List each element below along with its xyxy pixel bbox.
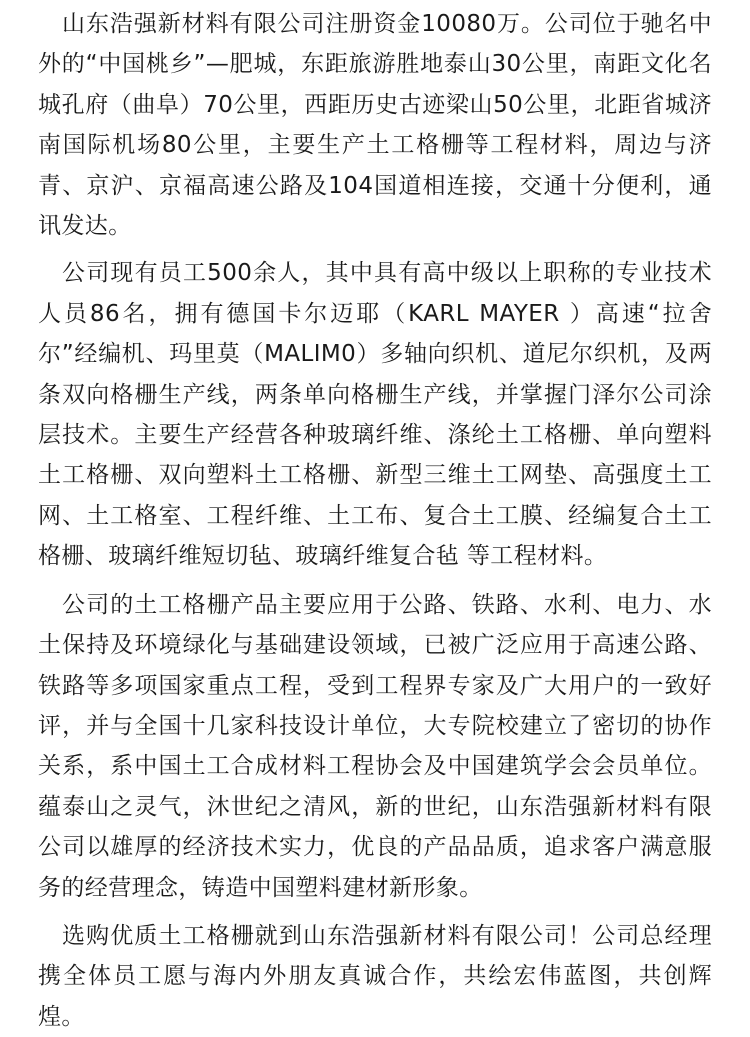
paragraph-staff-equipment: 公司现有员工500余人，其中具有高中级以上职称的专业技术人员86名，拥有德国卡尔迈耶（KARL MAYER ）高速“拉舍尔”经编机、玛里莫（MALIM0）多轴向织机、道尼尔织机，及两条双向格栅生产线，两条单向格栅生产线，并掌握门泽尔公司涂层技术。主要生产经营各种玻璃纤维、涤纶土工格栅、单向塑料土工格栅、双向塑料土工格栅、新型三维土工网垫、高强度土工网、土工格室、工程纤维、土工布、复合土工膜、经编复合土工格栅、玻璃纤维短切毡、玻璃纤维复合毡 等工程材料。 — [38, 260, 712, 570]
paragraph-applications: 公司的土工格栅产品主要应用于公路、铁路、水利、电力、水土保持及环境绿化与基础建设领域，已被广泛应用于高速公路、铁路等多项国家重点工程，受到工程界专家及广大用户的一致好评，并与全国十几家科技设计单位，大专院校建立了密切的协作关系，系中国土工合成材料工程协会及中国建筑学会会员单位。 蕴泰山之灵气，沐世纪之清风，新的世纪，山东浩强新材料有限公司以雄厚的经济技术实力，优良的产品品质，追求客户满意服务的经营理念，铸造中国塑料建材新形象。 — [38, 591, 712, 901]
paragraph-company-location: 山东浩强新材料有限公司注册资金10080万。公司位于驰名中外的“中国桃乡”—肥城，东距旅游胜地泰山30公里，南距文化名城孔府（曲阜）70公里，西距历史古迹梁山50公里，北距省城济南国际机场80公里，主要生产土工格栅等工程材料，周边与济青、京沪、京福高速公路及104国道相连接，交通十分便利，通讯发达。 — [38, 11, 712, 240]
paragraph-closing: 选购优质土工格栅就到山东浩强新材料有限公司！公司总经理携全体员工愿与海内外朋友真诚合作，共绘宏伟蓝图，共创辉煌。 — [38, 922, 712, 1030]
